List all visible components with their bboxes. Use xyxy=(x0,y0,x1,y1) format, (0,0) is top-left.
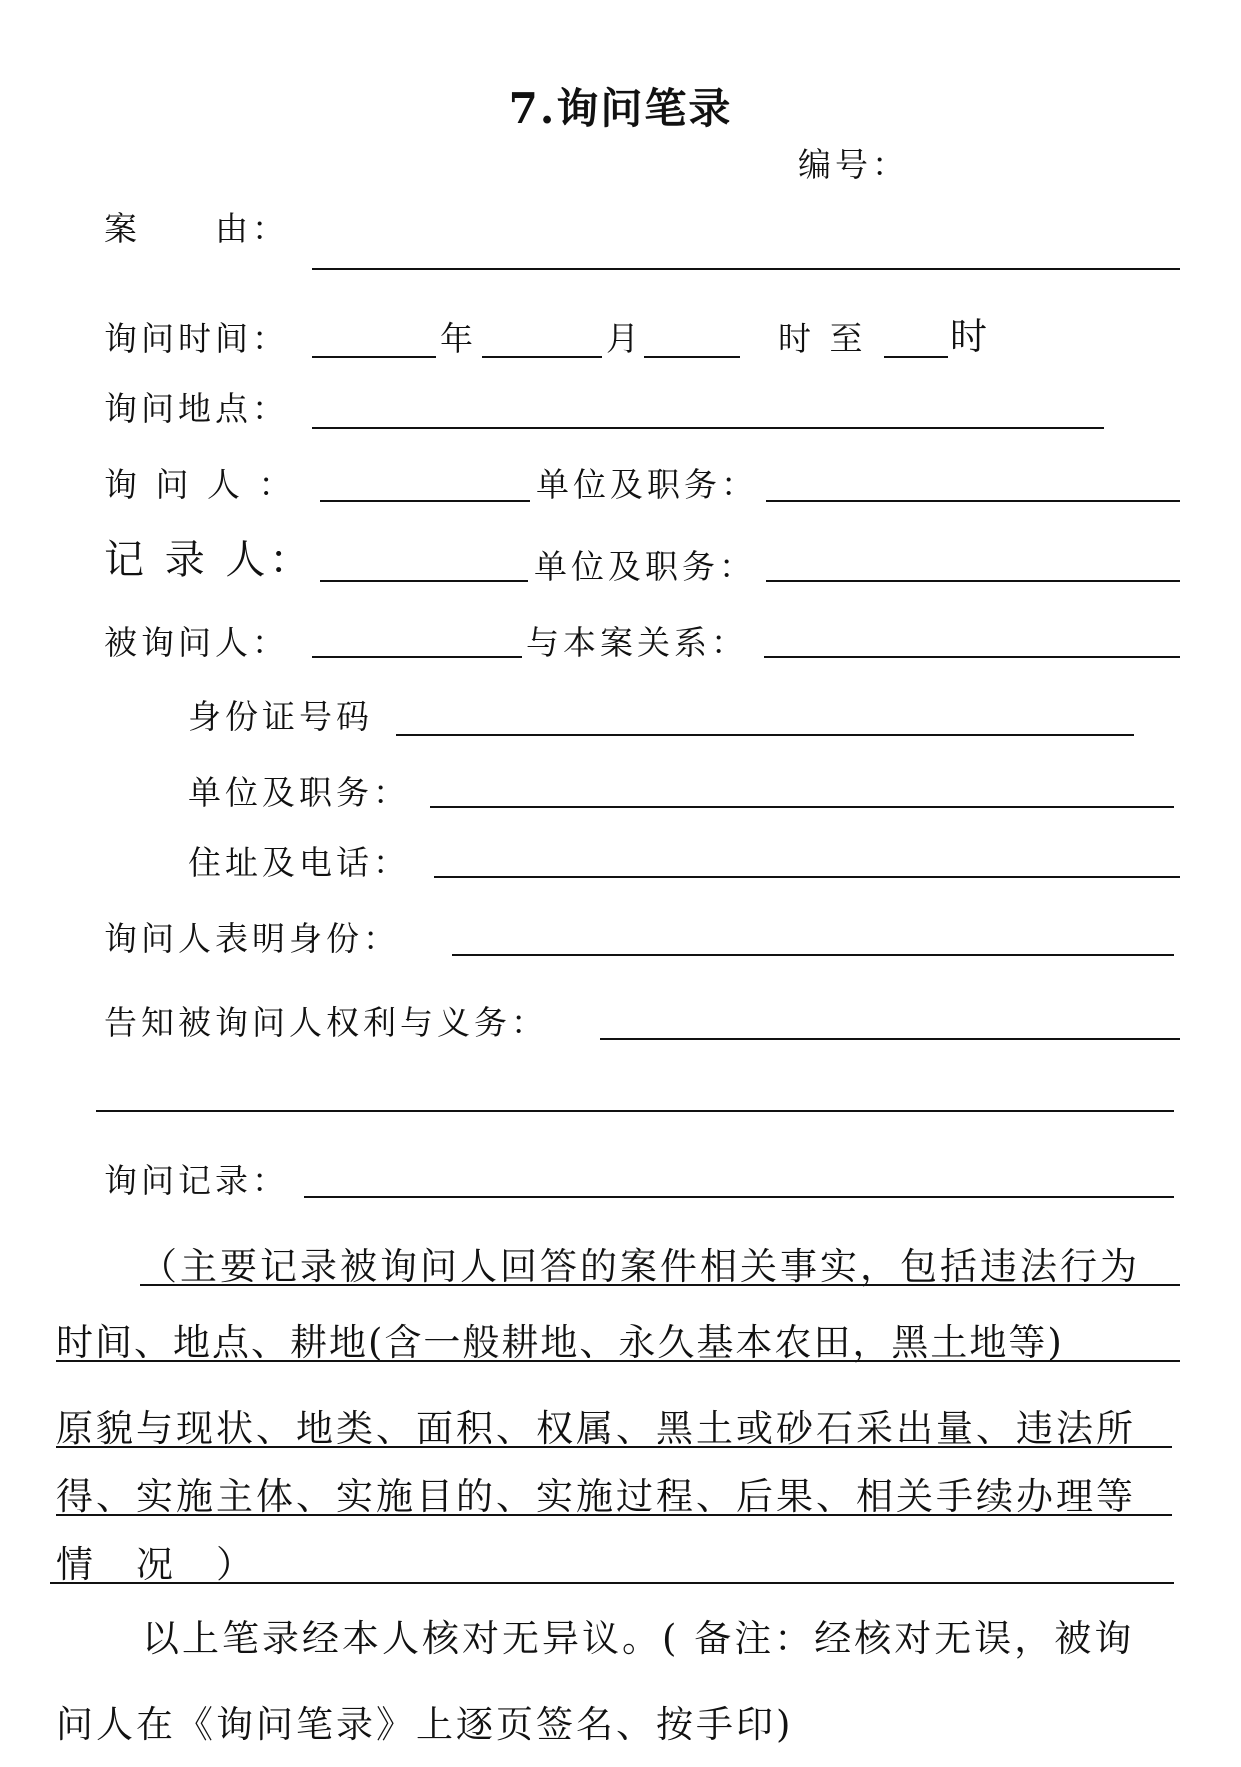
instruction-underline-4 xyxy=(56,1514,1172,1516)
identity-statement-label: 询问人表明身份： xyxy=(104,919,400,958)
case-reason-field[interactable] xyxy=(312,268,1180,270)
instruction-line-4: 得、实施主体、实施目的、实施过程、后果、相关手续办理等 xyxy=(56,1475,1136,1518)
address-phone-field[interactable] xyxy=(434,876,1180,878)
address-phone-label: 住址及电话： xyxy=(188,843,410,882)
month-field[interactable] xyxy=(482,356,602,358)
inquirer-unit-label: 单位及职务： xyxy=(536,465,758,504)
recorder-field[interactable] xyxy=(320,580,528,582)
place-label: 询问地点： xyxy=(104,389,289,428)
month-label: 月 xyxy=(606,319,643,358)
inquirer-field[interactable] xyxy=(320,500,530,502)
day-field[interactable] xyxy=(644,356,740,358)
year-label: 年 xyxy=(440,319,477,358)
year-field[interactable] xyxy=(312,356,436,358)
closing-line-2: 问人在《询问笔录》上逐页签名、按手印) xyxy=(56,1703,794,1746)
relation-label: 与本案关系： xyxy=(526,623,748,662)
recorder-unit-label: 单位及职务： xyxy=(534,547,756,586)
inquiree-field[interactable] xyxy=(312,656,522,658)
identity-statement-field[interactable] xyxy=(452,954,1174,956)
id-number-label: 身份证号码 xyxy=(188,697,373,736)
relation-field[interactable] xyxy=(764,656,1180,658)
hour-label: 时 xyxy=(950,315,991,358)
page-title: 7.询问笔录 xyxy=(508,84,733,133)
unit-position-label: 单位及职务： xyxy=(188,773,410,812)
id-number-field[interactable] xyxy=(396,734,1134,736)
case-reason-label: 案 由： xyxy=(104,209,289,248)
instruction-underline-5 xyxy=(50,1582,1174,1584)
recorder-unit-field[interactable] xyxy=(766,580,1180,582)
instruction-underline-1 xyxy=(140,1284,1180,1286)
rights-duties-field-continued[interactable] xyxy=(96,1110,1174,1112)
instruction-line-1: （主要记录被询问人回答的案件相关事实，包括违法行为 xyxy=(140,1245,1140,1288)
record-label: 询问记录： xyxy=(104,1161,289,1200)
place-field[interactable] xyxy=(312,427,1104,429)
hour-to-label: 时 至 xyxy=(778,319,867,358)
instruction-underline-3 xyxy=(56,1446,1172,1448)
rights-duties-field[interactable] xyxy=(600,1038,1180,1040)
inquirer-unit-field[interactable] xyxy=(766,500,1180,502)
unit-position-field[interactable] xyxy=(430,806,1174,808)
instruction-line-5: 情 况 ） xyxy=(56,1543,256,1586)
record-field[interactable] xyxy=(304,1196,1174,1198)
instruction-underline-2 xyxy=(56,1360,1180,1362)
instruction-line-2: 时间、地点、耕地(含一般耕地、永久基本农田，黑土地等) xyxy=(56,1321,1064,1364)
closing-line-1: 以上笔录经本人核对无异议。( 备注：经核对无误，被询 xyxy=(142,1617,1135,1660)
hour-field[interactable] xyxy=(884,356,948,358)
recorder-label: 记 录 人： xyxy=(104,537,314,583)
instruction-line-3: 原貌与现状、地类、面积、权属、黑土或砂石采出量、违法所 xyxy=(56,1407,1136,1450)
inquiree-label: 被询问人： xyxy=(104,623,289,662)
inquirer-label: 询 问 人 ： xyxy=(104,465,296,504)
time-label: 询问时间： xyxy=(104,319,289,358)
number-label: 编号： xyxy=(798,145,909,184)
rights-duties-label: 告知被询问人权利与义务： xyxy=(104,1003,548,1042)
